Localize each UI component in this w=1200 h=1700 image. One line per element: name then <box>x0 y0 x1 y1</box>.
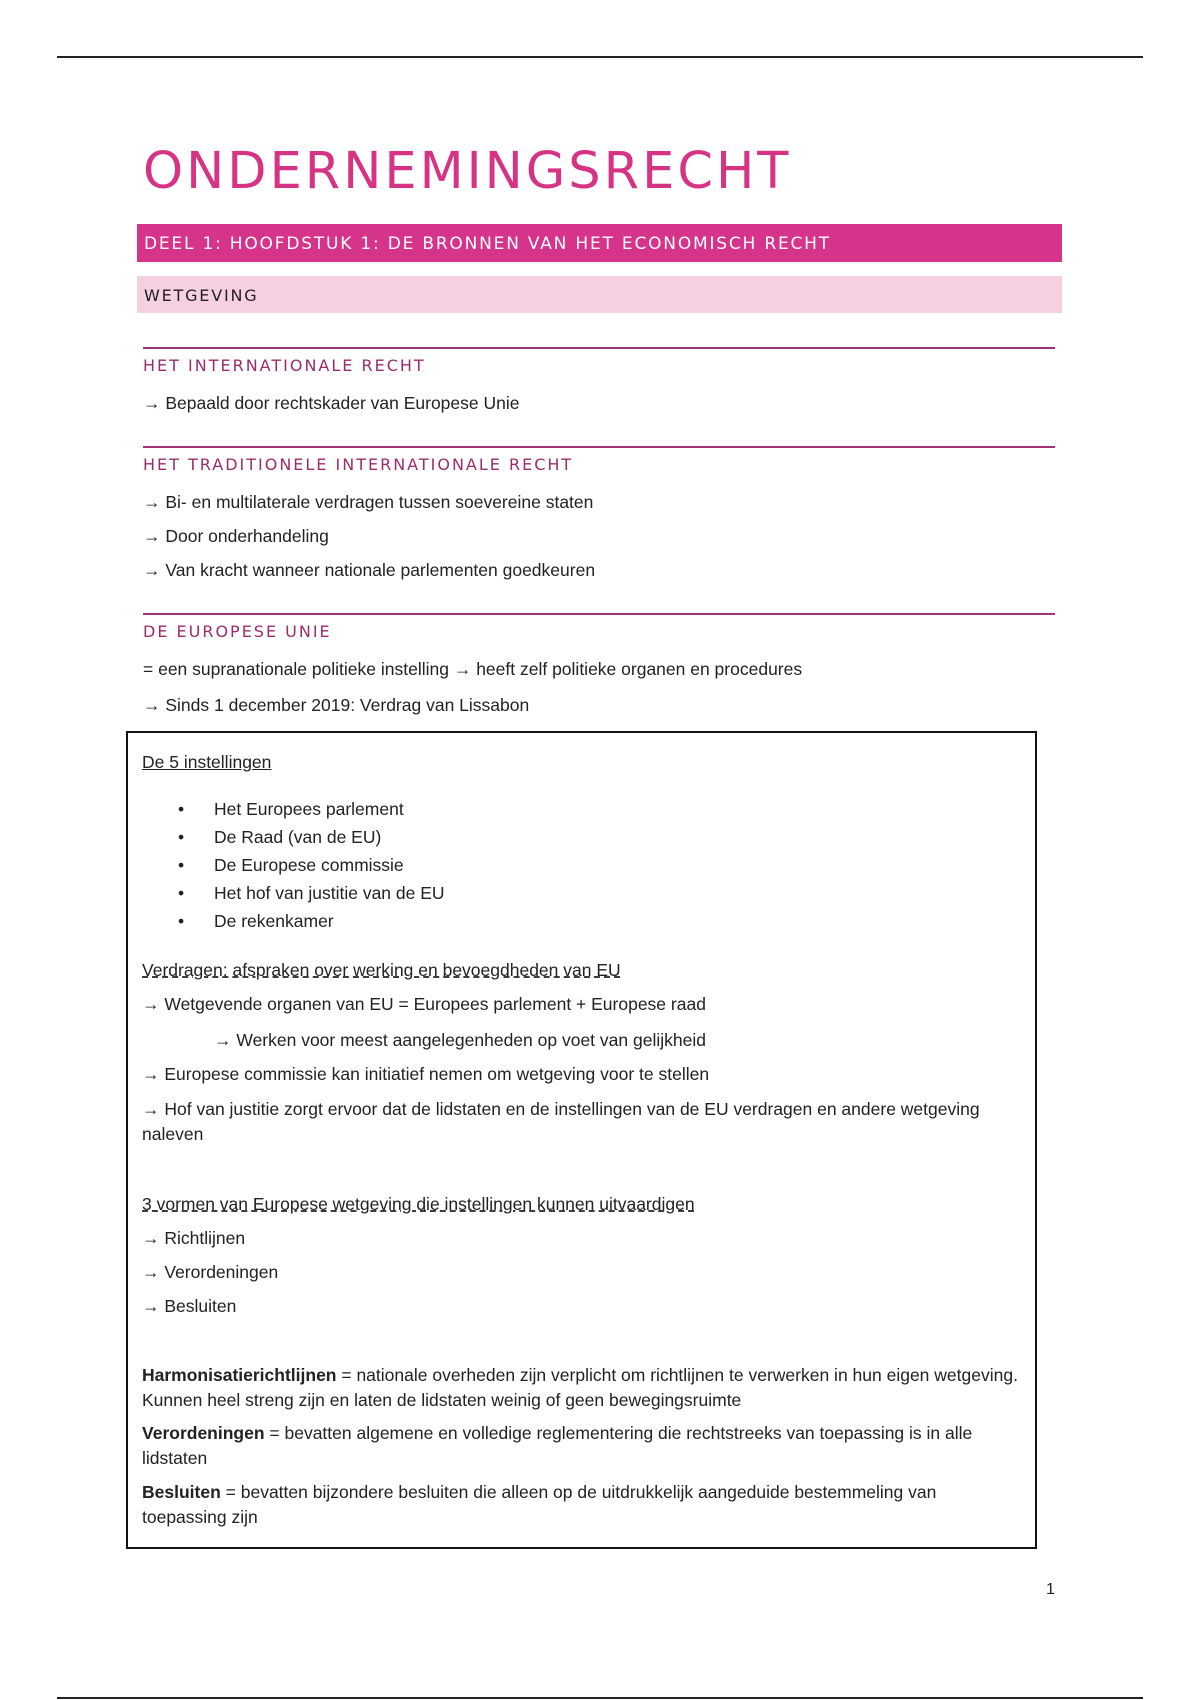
text-line: → Van kracht wanneer nationale parlementen goedkeuren <box>143 560 596 580</box>
document-title: ONDERNEMINGSRECHT <box>143 142 792 201</box>
bullet-icon: • <box>178 799 185 819</box>
text-line: → Verordeningen <box>142 1262 279 1282</box>
list-item: De rekenkamer <box>214 911 334 931</box>
chapter-heading-band: DEEL 1: HOOFDSTUK 1: DE BRONNEN VAN HET ECONOMISCH RECHT <box>137 224 1062 262</box>
bullet-icon: • <box>178 855 185 875</box>
text-line-indented: → Werken voor meest aangelegenheden op voet van gelijkheid <box>214 1030 706 1050</box>
text-line: → Bi- en multilaterale verdragen tussen soevereine staten <box>143 492 594 512</box>
list-item: De Europese commissie <box>214 855 404 875</box>
text-line: → Door onderhandeling <box>143 526 329 546</box>
forms-heading: 3 vormen van Europese wetgeving die instellingen kunnen uitvaardigen <box>142 1194 695 1214</box>
text-line: = een supranationale politieke instelling → heeft zelf politieke organen en procedures <box>143 659 803 679</box>
subheading-international-law: HET INTERNATIONALE RECHT <box>143 347 1055 375</box>
header-rule <box>57 56 1143 58</box>
text-line: → Sinds 1 december 2019: Verdrag van Lissabon <box>143 695 530 715</box>
text-paragraph: → Hof van justitie zorgt ervoor dat de lidstaten en de instellingen van de EU verdragen en andere wetgeving naleven <box>142 1099 980 1144</box>
text-line: → Richtlijnen <box>142 1228 246 1248</box>
text-line: → Besluiten <box>142 1296 237 1316</box>
definition-besluiten: Besluiten = bevatten bijzondere besluiten die alleen op de uitdrukkelijk aangeduide bestemmeling van toepassing zijn <box>142 1482 937 1527</box>
section-heading-band: WETGEVING <box>137 276 1062 313</box>
summary-box <box>126 731 1037 1549</box>
institutions-heading: De 5 instellingen <box>142 752 272 772</box>
definition-verordeningen: Verordeningen = bevatten algemene en volledige reglementering die rechtstreeks van toepassing is in alle lidstaten <box>142 1423 973 1468</box>
bullet-icon: • <box>178 911 185 931</box>
treaties-heading: Verdragen: afspraken over werking en bevoegdheden van EU <box>142 960 621 980</box>
page-number: 1 <box>1046 1581 1055 1598</box>
subheading-traditional-international-law: HET TRADITIONELE INTERNATIONALE RECHT <box>143 446 1055 474</box>
subheading-european-union: DE EUROPESE UNIE <box>143 613 1055 641</box>
list-item: Het hof van justitie van de EU <box>214 883 445 903</box>
text-line: → Europese commissie kan initiatief nemen om wetgeving voor te stellen <box>142 1064 710 1084</box>
bullet-icon: • <box>178 827 185 847</box>
list-item: De Raad (van de EU) <box>214 827 382 847</box>
list-item: Het Europees parlement <box>214 799 404 819</box>
definition-harmonisatierichtlijnen: Harmonisatierichtlijnen = nationale overheden zijn verplicht om richtlijnen te verwerken in hun eigen wetgeving. Kunnen heel streng zijn en laten de lidstaten weinig of geen bewegingsruimte <box>142 1365 1018 1410</box>
bullet-icon: • <box>178 883 185 903</box>
footer-rule <box>57 1697 1143 1699</box>
text-line: → Wetgevende organen van EU = Europees parlement + Europese raad <box>142 994 706 1014</box>
text-line: → Bepaald door rechtskader van Europese Unie <box>143 393 520 413</box>
